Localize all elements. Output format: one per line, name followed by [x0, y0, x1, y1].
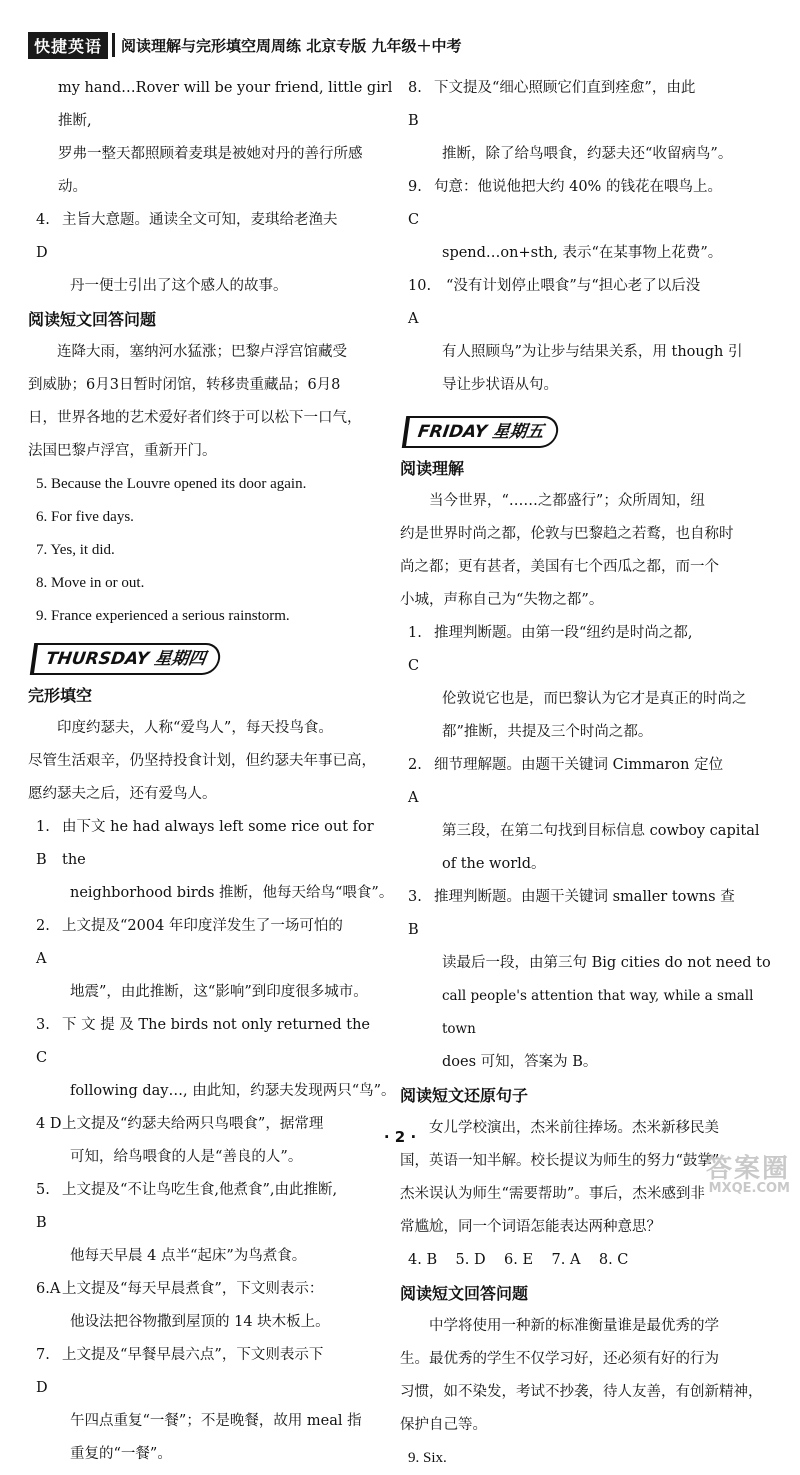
watermark-logo — [660, 1156, 790, 1196]
answer-number: 3. C — [36, 1017, 50, 1066]
section-heading: 阅读短文回答问题 — [400, 1284, 529, 1303]
answer-item — [28, 1174, 396, 1240]
answer-continuation: 重复的“一餐”。 — [70, 1446, 172, 1462]
answer-continuation: call people's attention that way, while a small town — [442, 988, 754, 1037]
answer-continuation: 有人照顾鸟”为让步与结果关系，用 though 引 — [442, 344, 743, 360]
answer-continuation: 他每天早晨 4 点半“起床”为鸟煮食。 — [70, 1248, 307, 1264]
answer-number: 9. C — [408, 179, 422, 228]
answer-number: 1. C — [408, 625, 422, 674]
answer-item — [400, 617, 774, 683]
page-header — [28, 30, 772, 60]
answer-item: 9. Six. — [408, 1450, 447, 1466]
right-column — [400, 72, 774, 1475]
answer-continuation: 推断，除了给鸟喂食，约瑟夫还“收留病鸟”。 — [442, 146, 733, 162]
answer-continuation: 导让步状语从句。 — [442, 377, 558, 393]
answer-number: 8. B — [408, 80, 422, 129]
answer-number: 7. D — [36, 1347, 50, 1396]
answer-text: 句意：他说他把大约 40% 的钱花在喂鸟上。 — [434, 179, 722, 195]
summary-line: 国，英语一知半解。校长提议为师生的努力“鼓掌”， — [400, 1153, 734, 1169]
answer-item — [28, 811, 396, 877]
summary-line: 到威胁；6月3日暂时闭馆，转移贵重藏品；6月8 — [28, 377, 341, 393]
intro-line: 愿约瑟夫之后，还有爱鸟人。 — [28, 786, 217, 802]
answer-item — [28, 1339, 396, 1405]
answer-item: 7. Yes, it did. — [36, 542, 115, 558]
intro-line: 当今世界，“……之都盛行”；众所周知，纽 — [429, 493, 705, 509]
answer-number: 1. B — [36, 819, 50, 868]
text-line: my hand…Rover will be your friend, little girl推断, — [58, 80, 393, 129]
summary-line: 保护自己等。 — [400, 1417, 487, 1433]
intro-line: 约是世界时尚之都，伦敦与巴黎趋之若鹜，也自称时 — [400, 526, 734, 542]
answer-number: 5. B — [36, 1182, 50, 1231]
watermark-text: 答案圈 — [705, 1154, 790, 1184]
answer-continuation: 读最后一段，由第三句 Big cities do not need to — [442, 955, 771, 971]
answer-text: 下 文 提 及 The birds not only returned the — [62, 1017, 370, 1033]
answer-text: 上文提及“约瑟夫给两只鸟喂食”，据常理 — [62, 1116, 324, 1132]
watermark-url: MXQE.COM — [708, 1181, 790, 1196]
text-line: 罗弗一整天都照顾着麦琪是被她对丹的善行所感 — [58, 146, 363, 162]
answer-number: 10. A — [408, 278, 432, 327]
page-number: · 2 · — [383, 1128, 417, 1146]
answer-continuation: following day…, 由此知，约瑟夫发现两只“鸟”。 — [70, 1083, 396, 1099]
answer-text: 上文提及“每天早晨煮食”，下文则表示： — [62, 1281, 324, 1297]
header-subtitle: 阅读理解与完形填空周周练 北京专版 九年级＋中考 — [121, 36, 462, 55]
section-heading: 完形填空 — [28, 686, 93, 705]
summary-line: 常尴尬，同一个词语怎能表达两种意思？ — [400, 1219, 661, 1235]
answer-text: 上文提及“不让鸟吃生食,他煮食”,由此推断, — [62, 1182, 338, 1198]
left-column — [28, 72, 396, 1471]
answer-text: 推理判断题。由第一段“纽约是时尚之都, — [434, 625, 693, 641]
answer-number: 4. D — [36, 212, 50, 261]
answer-key-row: 4. B 5. D 6. E 7. A 8. C — [408, 1252, 629, 1268]
summary-line: 中学将使用一种新的标准衡量谁是最优秀的学 — [429, 1318, 719, 1334]
summary-line: 习惯，如不染发，考试不抄袭，待人友善，有创新精神， — [400, 1384, 763, 1400]
answer-number: 2. A — [408, 757, 422, 806]
day-tag-friday: FRIDAY 星期五 — [402, 416, 560, 448]
answer-continuation: 伦敦说它也是，而巴黎认为它才是真正的时尚之 — [442, 691, 747, 707]
answer-item — [400, 749, 774, 815]
summary-line: 日，世界各地的艺术爱好者们终于可以松下一口气， — [28, 410, 362, 426]
answer-continuation: spend…on+sth, 表示“在某事物上花费”。 — [442, 245, 723, 261]
header-divider — [112, 33, 115, 57]
answer-text: 主旨大意题。通读全文可知，麦琪给老渔夫 — [62, 212, 338, 228]
intro-line: 尚之都；更有甚者，美国有七个西瓜之都，而一个 — [400, 559, 719, 575]
answer-item — [28, 204, 396, 270]
answer-item — [28, 1273, 396, 1306]
answer-number: 6.A — [36, 1281, 61, 1297]
intro-line: 尽管生活艰辛，仍坚持投食计划，但约瑟夫年事已高， — [28, 753, 376, 769]
answer-continuation: 第三段，在第二句找到目标信息 cowboy capital — [442, 823, 760, 839]
section-heading: 阅读理解 — [400, 459, 465, 478]
answer-number: 2. A — [36, 918, 50, 967]
answer-text: 下文提及“细心照顾它们直到痊愈”，由此 — [434, 80, 696, 96]
day-tag-thursday: THURSDAY 星期四 — [30, 643, 222, 675]
answer-text: “没有计划停止喂食”与“担心老了以后没 — [446, 278, 701, 294]
answer-continuation: neighborhood birds 推断，他每天给鸟“喂食”。 — [70, 885, 394, 901]
answer-text: 上文提及“早餐早晨六点”，下文则表示下 — [62, 1347, 324, 1363]
answer-item: 5. Because the Louvre opened its door again. — [36, 476, 307, 492]
answer-continuation: 他设法把谷物撒到屋顶的 14 块木板上。 — [70, 1314, 330, 1330]
summary-line: 杰米误认为师生“需要帮助”。事后，杰米感到非 — [400, 1186, 705, 1202]
answer-continuation: 午四点重复“一餐”；不是晚餐，故用 meal 指 — [70, 1413, 362, 1429]
answer-text: 上文提及“2004 年印度洋发生了一场可怕的 — [62, 918, 343, 934]
answer-text: 推理判断题。由题干关键词 smaller towns 查 — [434, 889, 735, 905]
section-heading: 阅读短文还原句子 — [400, 1086, 529, 1105]
answer-item — [28, 1009, 396, 1075]
answer-number: 4 D — [36, 1116, 62, 1132]
answer-text: 由下文 he had always left some rice out for the — [62, 819, 374, 868]
answer-item: 8. Move in or out. — [36, 575, 145, 591]
summary-line: 连降大雨，塞纳河水猛涨；巴黎卢浮宫馆藏受 — [57, 344, 347, 360]
answer-continuation: of the world。 — [442, 856, 546, 872]
summary-line: 生。最优秀的学生不仅学习好，还必须有好的行为 — [400, 1351, 719, 1367]
answer-continuation: 可知，给鸟喂食的人是“善良的人”。 — [70, 1149, 303, 1165]
answer-item: 6. For five days. — [36, 509, 134, 525]
answer-continuation: does 可知，答案为 B。 — [442, 1054, 598, 1070]
answer-text: 细节理解题。由题干关键词 Cimmaron 定位 — [434, 757, 724, 773]
intro-line: 印度约瑟夫，人称“爱鸟人”，每天投鸟食。 — [57, 720, 333, 736]
summary-line: 女儿学校演出，杰米前往捧场。杰米新移民美 — [429, 1120, 719, 1136]
intro-line: 小城，声称自己为“失物之都”。 — [400, 592, 604, 608]
section-heading: 阅读短文回答问题 — [28, 310, 157, 329]
answer-continuation: 都”推断，共提及三个时尚之都。 — [442, 724, 653, 740]
brand-logo: 快捷英语 — [28, 32, 108, 59]
answer-item: 9. France experienced a serious rainstorm. — [36, 608, 290, 624]
answer-item — [400, 881, 774, 947]
answer-item — [400, 171, 774, 237]
answer-item — [400, 72, 774, 138]
answer-continuation: 地震”，由此推断，这“影响”到印度很多城市。 — [70, 984, 368, 1000]
answer-continuation: 丹一便士引出了这个感人的故事。 — [70, 278, 288, 294]
answer-item — [28, 910, 396, 976]
answer-item — [400, 270, 774, 336]
summary-line: 法国巴黎卢浮宫，重新开门。 — [28, 443, 217, 459]
answer-number: 3. B — [408, 889, 422, 938]
text-line: 动。 — [58, 179, 87, 195]
